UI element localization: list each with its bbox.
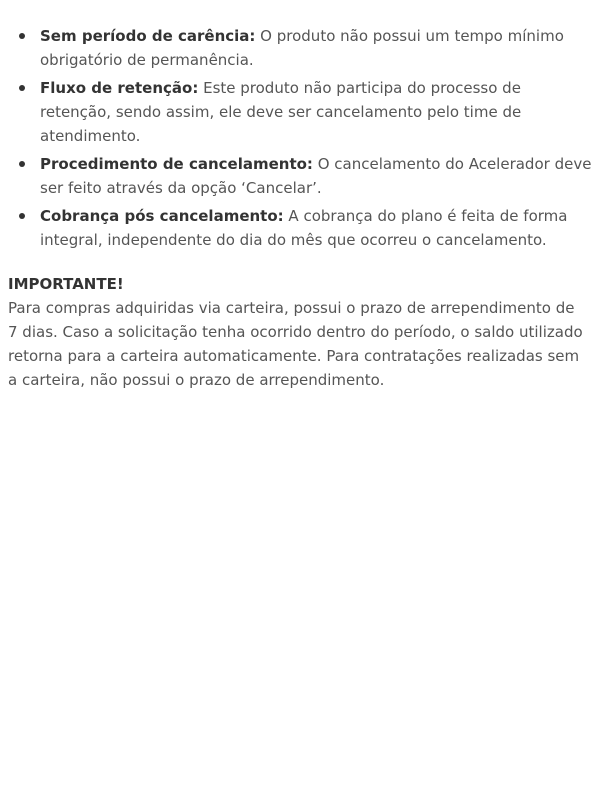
list-item-procedimento-cancelamento: [40, 152, 592, 200]
document-content: [0, 0, 600, 392]
important-paragraph: Para compras adquiridas via carteira, possui o prazo de arrependimento de 7 dias. Caso a solicitação tenha ocorrido dentro do período, o saldo utilizado retorna para a carteira automaticamente. Para contratações realizadas sem a carteira, não possui o prazo de arrependimento.: [8, 299, 583, 389]
list-item-term: Fluxo de retenção:: [40, 79, 199, 97]
list-item-text: O produto não possui um tempo mínimo obrigatório de permanência.: [40, 27, 564, 69]
list-item-text: A cobrança do plano é feita de forma integral, independente do dia do mês que ocorreu o cancelamento.: [40, 207, 568, 249]
policy-list: [8, 24, 592, 252]
list-item-sem-periodo-carencia: [40, 24, 592, 72]
list-item-term: Procedimento de cancelamento:: [40, 155, 313, 173]
list-item-cobranca-pos-cancelamento: [40, 204, 592, 252]
list-item-term: Sem período de carência:: [40, 27, 256, 45]
list-item-text: O cancelamento do Acelerador deve ser feito através da opção ‘Cancelar’.: [40, 155, 592, 197]
list-item-fluxo-retencao: [40, 76, 592, 148]
list-item-term: Cobrança pós cancelamento:: [40, 207, 284, 225]
important-heading: IMPORTANTE!: [8, 275, 124, 293]
list-item-text: Este produto não participa do processo de retenção, sendo assim, ele deve ser cancelamento pelo time de atendimento.: [40, 79, 522, 145]
